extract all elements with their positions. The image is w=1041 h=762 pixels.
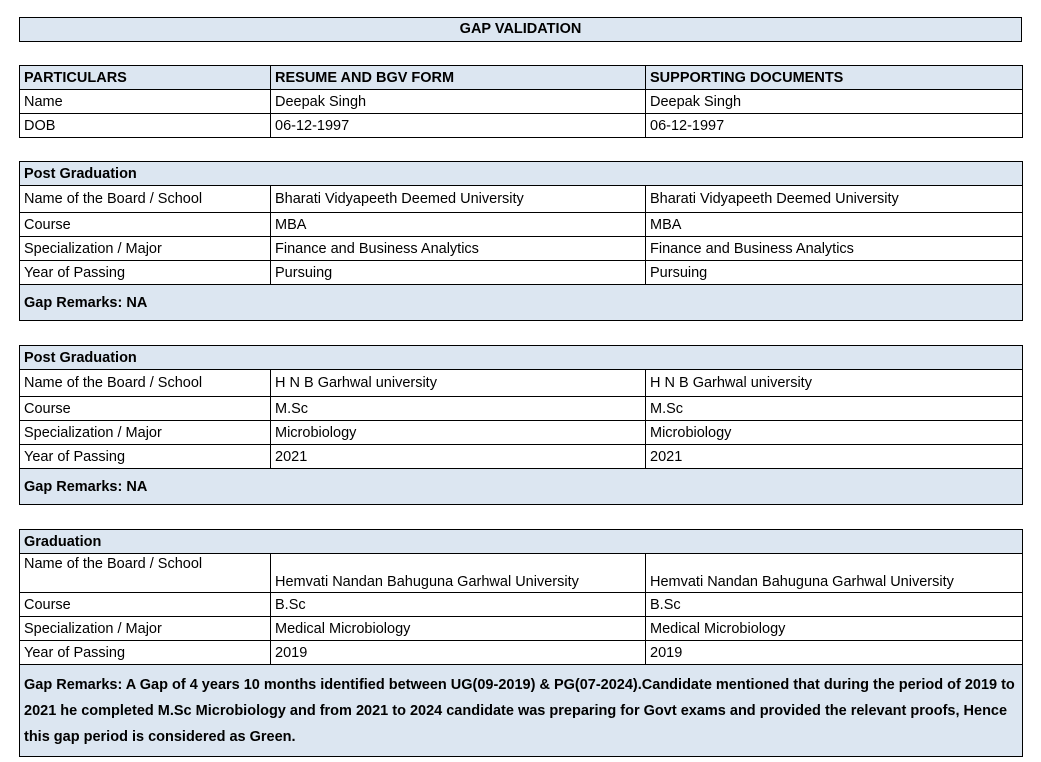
cell: 06-12-1997 — [271, 114, 646, 138]
cell: Specialization / Major — [20, 237, 271, 261]
cell: 2019 — [271, 641, 646, 665]
cell: Course — [20, 593, 271, 617]
gap-remarks: Gap Remarks: A Gap of 4 years 10 months identified between UG(09-2019) & PG(07-2024).Candidate mentioned that during the period of 2019 to 2021 he completed M.Sc Microbiology and from 2021 to 2024 candidate was preparing for Govt exams and provided the relevant proofs, Hence this gap period is considered as Green. — [20, 665, 1023, 757]
cell: Microbiology — [646, 421, 1023, 445]
section-header-row — [20, 346, 1023, 370]
table-row — [20, 237, 1023, 261]
cell: Specialization / Major — [20, 421, 271, 445]
table-header-row — [20, 66, 1023, 90]
section-header-row — [20, 162, 1023, 186]
cell: Course — [20, 397, 271, 421]
section-header-row — [20, 530, 1023, 554]
table-row — [20, 641, 1023, 665]
cell: B.Sc — [646, 593, 1023, 617]
cell: 2021 — [646, 445, 1023, 469]
cell: Hemvati Nandan Bahuguna Garhwal University — [271, 554, 646, 593]
cell: H N B Garhwal university — [646, 370, 1023, 397]
table-row — [20, 554, 1023, 593]
table-row — [20, 421, 1023, 445]
cell: Specialization / Major — [20, 617, 271, 641]
cell: Deepak Singh — [271, 90, 646, 114]
cell: DOB — [20, 114, 271, 138]
cell: Hemvati Nandan Bahuguna Garhwal University — [646, 554, 1023, 593]
cell: 2021 — [271, 445, 646, 469]
table-row — [20, 186, 1023, 213]
gap-remarks-row — [20, 285, 1023, 321]
table-row — [20, 261, 1023, 285]
table-row — [20, 114, 1023, 138]
table-row — [20, 370, 1023, 397]
cell: MBA — [646, 213, 1023, 237]
education-section — [19, 345, 1022, 505]
table-row — [20, 445, 1023, 469]
gap-remarks-row — [20, 469, 1023, 505]
cell: B.Sc — [271, 593, 646, 617]
cell: Pursuing — [271, 261, 646, 285]
table-row — [20, 593, 1023, 617]
column-header: PARTICULARS — [20, 66, 271, 90]
column-header: RESUME AND BGV FORM — [271, 66, 646, 90]
section-heading: Graduation — [20, 530, 1023, 554]
cell: Year of Passing — [20, 641, 271, 665]
education-section — [19, 529, 1022, 757]
page-title: GAP VALIDATION — [19, 17, 1022, 42]
cell: Bharati Vidyapeeth Deemed University — [646, 186, 1023, 213]
section-heading: Post Graduation — [20, 346, 1023, 370]
gap-remarks-row — [20, 665, 1023, 757]
cell: Year of Passing — [20, 261, 271, 285]
cell: Medical Microbiology — [646, 617, 1023, 641]
section-heading: Post Graduation — [20, 162, 1023, 186]
table-row — [20, 213, 1023, 237]
gap-remarks: Gap Remarks: NA — [20, 469, 1023, 505]
cell: Course — [20, 213, 271, 237]
cell: Deepak Singh — [646, 90, 1023, 114]
gap-remarks: Gap Remarks: NA — [20, 285, 1023, 321]
cell: Name of the Board / School — [20, 554, 271, 593]
cell: H N B Garhwal university — [271, 370, 646, 397]
cell: Finance and Business Analytics — [646, 237, 1023, 261]
table-row — [20, 90, 1023, 114]
cell: M.Sc — [646, 397, 1023, 421]
cell: MBA — [271, 213, 646, 237]
cell: Name of the Board / School — [20, 370, 271, 397]
cell: Pursuing — [646, 261, 1023, 285]
cell: M.Sc — [271, 397, 646, 421]
education-section — [19, 161, 1022, 321]
cell: 2019 — [646, 641, 1023, 665]
cell: Name of the Board / School — [20, 186, 271, 213]
cell: Year of Passing — [20, 445, 271, 469]
table-row — [20, 397, 1023, 421]
column-header: SUPPORTING DOCUMENTS — [646, 66, 1023, 90]
cell: Name — [20, 90, 271, 114]
cell: Microbiology — [271, 421, 646, 445]
cell: Finance and Business Analytics — [271, 237, 646, 261]
cell: 06-12-1997 — [646, 114, 1023, 138]
table-row — [20, 617, 1023, 641]
cell: Medical Microbiology — [271, 617, 646, 641]
personal-details-table — [19, 65, 1022, 138]
cell: Bharati Vidyapeeth Deemed University — [271, 186, 646, 213]
